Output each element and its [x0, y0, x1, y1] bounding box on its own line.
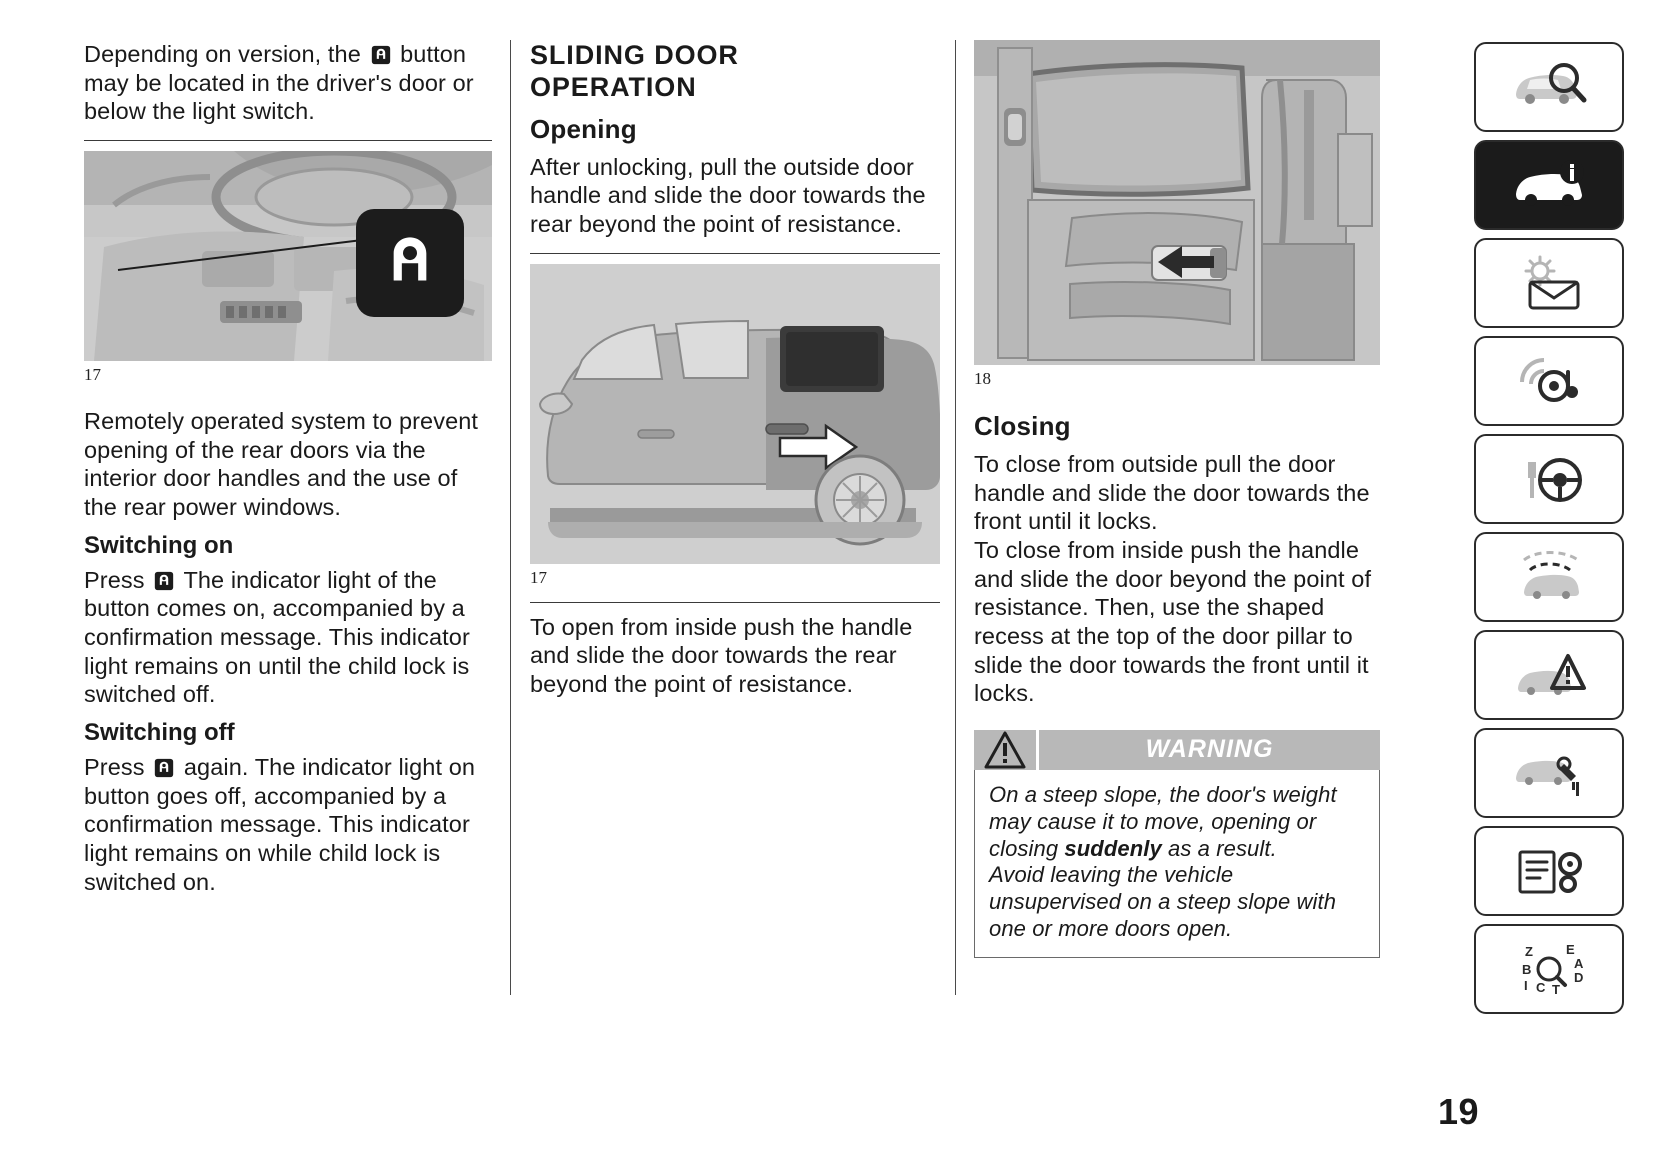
intro-text-part-2: button may be located in the driver's door or below the light switch.: [84, 41, 474, 125]
switching-on-paragraph: [84, 566, 492, 709]
child-lock-icon: [370, 44, 392, 66]
closing-heading: Closing: [974, 411, 1071, 441]
intro-text-part-1: Depending on version, the: [84, 41, 361, 67]
intro-paragraph: [84, 40, 492, 126]
figure-dashboard: [84, 151, 492, 361]
switching-on-prefix: Press: [84, 566, 145, 593]
column-two: [530, 40, 940, 699]
open-from-inside-paragraph: To open from inside push the handle and slide the door towards the rear beyond the point of resistance.: [530, 613, 913, 697]
maintenance-icon: [1506, 744, 1592, 802]
closing-paragraph-outside: To close from outside pull the door handle and slide the door towards the front until it locks.: [974, 451, 1370, 535]
car-inspection-icon: [1506, 58, 1592, 116]
figure-caption-18: 18: [974, 369, 991, 388]
column-divider-2: [955, 40, 956, 995]
climate-control-icon: [1506, 254, 1592, 312]
technical-specs-icon: [1506, 842, 1592, 900]
switching-off-heading: Switching off: [84, 718, 235, 746]
alphabetical-index-icon: [1506, 940, 1592, 998]
warning-triangle-icon: [984, 730, 1026, 770]
starting-driving-icon: [1506, 450, 1592, 508]
warning-text-first: [989, 782, 1365, 862]
warning-line-1: On a steep slope, the door's weight may cause it to move, opening or closing: [989, 781, 1337, 861]
rule-above-van-figure: [530, 253, 940, 254]
opening-paragraph: After unlocking, pull the outside door handle and slide the door towards the rear beyond the point of resistance.: [530, 153, 926, 238]
section-title-line-1: SLIDING DOOR: [530, 40, 739, 70]
child-lock-icon: [153, 570, 175, 592]
tab-technical-specifications[interactable]: [1474, 826, 1624, 916]
warning-emphasis: suddenly: [1064, 835, 1162, 861]
remote-system-paragraph: Remotely operated system to prevent opening of the rear doors via the interior door handles and the use of the rear power windows.: [84, 407, 479, 520]
svg-text:T: T: [1552, 982, 1560, 997]
switching-off-text: again. The indicator light on button goes off, accompanied by a confirmation message. This indicator light remains on while child lock is switched on.: [84, 753, 476, 895]
switching-on-text: The indicator light of the button comes on, accompanied by a confirmation message. This indicator light remains on until the child lock is switched off.: [84, 566, 470, 708]
svg-text:D: D: [1574, 970, 1584, 985]
svg-text:Z: Z: [1525, 944, 1533, 959]
infotainment-icon: [1506, 352, 1592, 410]
tab-emergency[interactable]: [1474, 630, 1624, 720]
rule-below-van-figure: [530, 602, 940, 603]
closing-paragraph-inside: To close from inside push the handle and slide the door beyond the point of resistance. Then, use the shaped recess at the top of the door pillar to slide the door towards the front until it locks.: [974, 536, 1372, 707]
switching-on-heading: Switching on: [84, 531, 234, 559]
warning-line-2: as a result.: [1168, 835, 1277, 861]
tab-car-info[interactable]: [1474, 140, 1624, 230]
page-number: 19: [1437, 1091, 1479, 1132]
section-title: [530, 40, 940, 104]
svg-text:I: I: [1524, 978, 1528, 993]
car-info-icon: [1506, 156, 1592, 214]
switching-off-prefix: Press: [84, 753, 145, 780]
warning-label: WARNING: [1145, 735, 1274, 764]
svg-text:B: B: [1522, 962, 1532, 977]
interior-illustration: [974, 40, 1380, 365]
warning-label-bar: [1036, 730, 1380, 770]
van-illustration: [530, 264, 940, 564]
section-title-line-2: OPERATION: [530, 71, 697, 102]
tab-starting-and-driving[interactable]: [1474, 434, 1624, 524]
tab-infotainment[interactable]: [1474, 336, 1624, 426]
svg-text:C: C: [1536, 980, 1546, 995]
chapter-tab-rail: [1474, 42, 1624, 1022]
figure-caption-17b: 17: [530, 567, 547, 587]
figure-van-exterior: [530, 264, 940, 564]
tab-climate-control[interactable]: [1474, 238, 1624, 328]
column-divider-1: [510, 40, 511, 995]
figure-door-interior: [974, 40, 1380, 365]
opening-heading: Opening: [530, 113, 637, 144]
column-one: [84, 40, 492, 896]
svg-text:A: A: [1574, 956, 1584, 971]
emergency-icon: [1506, 646, 1592, 704]
switching-off-paragraph: [84, 753, 492, 896]
warning-header: [974, 730, 1380, 770]
child-lock-icon: [153, 757, 175, 779]
tab-driver-assistance[interactable]: [1474, 532, 1624, 622]
tab-maintenance[interactable]: [1474, 728, 1624, 818]
column-three: [974, 40, 1380, 958]
rule-above-figure: [84, 140, 492, 141]
svg-text:E: E: [1566, 942, 1575, 957]
warning-triangle-cell: [974, 730, 1036, 770]
tab-alphabetical-index[interactable]: [1474, 924, 1624, 1014]
warning-body: [974, 770, 1380, 958]
figure-caption-17a: 17: [84, 364, 101, 384]
child-lock-icon: [375, 228, 445, 298]
driver-assist-icon: [1506, 548, 1592, 606]
tab-know-your-car[interactable]: [1474, 42, 1624, 132]
child-lock-badge: [356, 209, 464, 317]
warning-text-second: Avoid leaving the vehicle unsupervised on a steep slope with one or more doors open.: [989, 862, 1337, 942]
